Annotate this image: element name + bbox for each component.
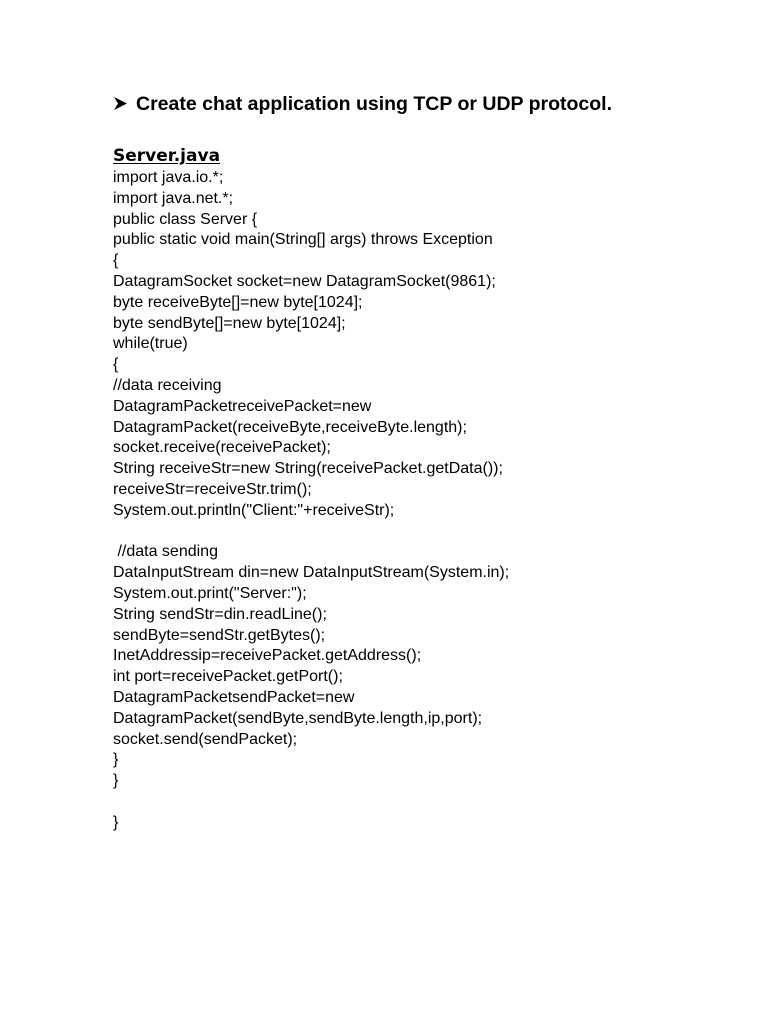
code-line: InetAddressip=receivePacket.getAddress(); — [113, 647, 422, 665]
code-line: String sendStr=din.readLine(); — [113, 605, 327, 623]
code-line: import java.net.*; — [113, 189, 234, 207]
code-line: DatagramPacket(receiveByte,receiveByte.length); — [113, 418, 467, 436]
code-line: { — [113, 356, 119, 374]
heading-text: Create chat application using TCP or UDP protocol. — [136, 93, 613, 115]
code-line: socket.send(sendPacket); — [113, 730, 298, 748]
code-line: byte receiveByte[]=new byte[1024]; — [113, 293, 363, 311]
section-heading — [113, 92, 612, 117]
code-line: //data sending — [113, 543, 218, 561]
code-line: DatagramSocket socket=new DatagramSocket(9861); — [113, 272, 496, 290]
code-line — [113, 522, 509, 543]
code-line: import java.io.*; — [113, 169, 224, 186]
code-line: sendByte=sendStr.getBytes(); — [113, 626, 326, 644]
code-line: } — [113, 813, 119, 831]
file-title: Server.java — [113, 146, 221, 166]
code-line: //data receiving — [113, 376, 222, 394]
code-line: byte sendByte[]=new byte[1024]; — [113, 314, 346, 332]
code-line: String receiveStr=new String(receivePacket.getData()); — [113, 460, 503, 478]
code-line: DatagramPacketsendPacket=new — [113, 688, 355, 706]
code-line: int port=receivePacket.getPort(); — [113, 668, 343, 686]
code-line: System.out.println("Client:"+receiveStr); — [113, 501, 395, 519]
code-line: DataInputStream din=new DataInputStream(System.in); — [113, 564, 510, 582]
code-line: public static void main(String[] args) throws Exception — [113, 231, 493, 249]
code-line: } — [113, 751, 119, 769]
code-line: { — [113, 252, 119, 270]
code-line: socket.receive(receivePacket); — [113, 439, 331, 457]
code-line — [113, 792, 509, 813]
code-line: DatagramPacket(sendByte,sendByte.length,ip,port); — [113, 709, 483, 727]
code-line: public class Server { — [113, 210, 258, 228]
code-line: DatagramPacketreceivePacket=new — [113, 397, 372, 415]
arrowhead-bullet-icon — [113, 93, 128, 117]
code-line: System.out.print("Server:"); — [113, 584, 307, 602]
code-line: } — [113, 772, 119, 790]
code-line: while(true) — [113, 335, 188, 353]
code-line: receiveStr=receiveStr.trim(); — [113, 480, 312, 498]
code-listing — [113, 168, 509, 834]
